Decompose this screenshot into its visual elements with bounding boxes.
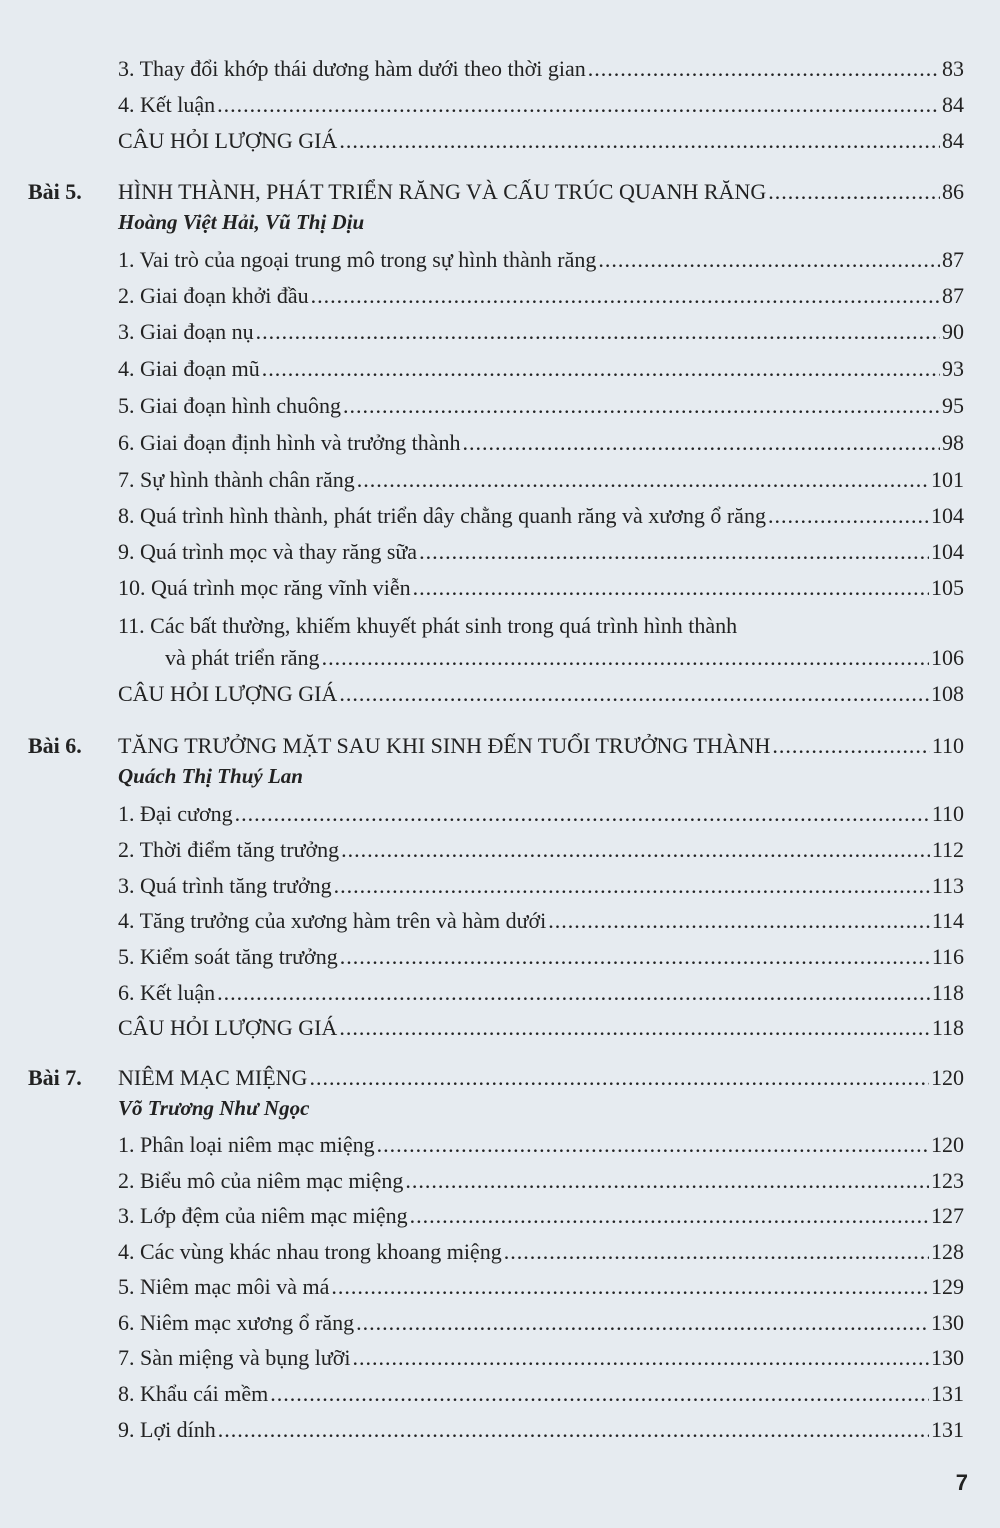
- toc-entry: [118, 836, 964, 864]
- toc-entry-page: 110: [931, 801, 964, 826]
- dot-leader: [405, 1167, 929, 1195]
- toc-entry: [118, 502, 964, 530]
- toc-entry-page: 116: [931, 944, 964, 969]
- toc-entry: [118, 680, 964, 708]
- toc-entry-page: 130: [931, 1310, 964, 1335]
- toc-entry: [118, 1344, 964, 1372]
- toc-entry: [118, 127, 964, 155]
- dot-leader: [419, 538, 929, 566]
- toc-entry: [118, 318, 964, 346]
- toc-entry-page: 112: [931, 837, 964, 862]
- toc-entry-page: 83: [942, 56, 964, 81]
- toc-entry: [165, 644, 964, 672]
- toc-entry: [118, 943, 964, 971]
- toc-entry: [118, 355, 964, 383]
- toc-entry-label: 4. Kết luận: [118, 92, 216, 117]
- toc-entry: [118, 538, 964, 566]
- dot-leader: [262, 355, 940, 383]
- toc-entry-page: 118: [931, 1015, 964, 1040]
- toc-entry-label: 5. Niêm mạc môi và má: [118, 1274, 330, 1299]
- toc-entry: [118, 1273, 964, 1301]
- toc-entry: [118, 979, 964, 1007]
- toc-entry: [118, 466, 964, 494]
- toc-entry-page: 105: [931, 575, 964, 600]
- dot-leader: [270, 1380, 929, 1408]
- dot-leader: [463, 429, 940, 457]
- toc-entry-page: 104: [931, 539, 964, 564]
- toc-entry-label: 1. Phân loại niêm mạc miệng: [118, 1132, 375, 1157]
- toc-entry: [118, 1416, 964, 1444]
- dot-leader: [217, 91, 940, 119]
- dot-leader: [341, 836, 930, 864]
- toc-entry-label: 4. Các vùng khác nhau trong khoang miệng: [118, 1239, 502, 1264]
- dot-leader: [311, 282, 940, 310]
- toc-entry: [118, 1380, 964, 1408]
- toc-entry: [118, 91, 964, 119]
- toc-entry-page: 93: [942, 356, 964, 381]
- toc-entry-label: 4. Giai đoạn mũ: [118, 356, 260, 381]
- toc-entry: [118, 1309, 964, 1337]
- toc-entry: [118, 246, 964, 274]
- dot-leader: [353, 1344, 929, 1372]
- dot-leader: [331, 1273, 929, 1301]
- toc-entry-label: 8. Khẩu cái mềm: [118, 1381, 269, 1406]
- chapter-title: NIÊM MẠC MIỆNG: [118, 1065, 308, 1090]
- dot-leader: [322, 644, 929, 672]
- chapter-page: 120: [931, 1065, 964, 1090]
- dot-leader: [218, 1416, 929, 1444]
- dot-leader: [377, 1131, 929, 1159]
- toc-entry: [118, 1167, 964, 1195]
- dot-leader: [356, 1309, 929, 1337]
- dot-leader: [357, 466, 929, 494]
- toc-entry-label: 6. Giai đoạn định hình và trưởng thành: [118, 430, 461, 455]
- toc-entry-page: 84: [942, 92, 964, 117]
- toc-entry-label: và phát triển răng: [165, 645, 320, 670]
- toc-entry-label: 1. Đại cương: [118, 801, 233, 826]
- toc-entry: [118, 1131, 964, 1159]
- toc-entry-page: 95: [942, 393, 964, 418]
- toc-entry-label: 7. Sự hình thành chân răng: [118, 467, 355, 492]
- toc-entry-label: 4. Tăng trưởng của xương hàm trên và hàm dưới: [118, 908, 547, 933]
- toc-entry-label: 8. Quá trình hình thành, phát triển dây chằng quanh răng và xương ổ răng: [118, 503, 766, 528]
- toc-entry-page: 101: [931, 467, 964, 492]
- page-number: 7: [955, 1470, 968, 1495]
- toc-entry-page: 104: [931, 503, 964, 528]
- dot-leader: [548, 907, 930, 935]
- dot-leader: [588, 55, 940, 83]
- toc-entry-page: 87: [942, 247, 964, 272]
- dot-leader: [768, 502, 929, 530]
- toc-entry: [118, 1238, 964, 1266]
- dot-leader: [309, 1064, 929, 1092]
- toc-entry-page: 120: [931, 1132, 964, 1157]
- toc-entry-page: 127: [931, 1203, 964, 1228]
- toc-entry-label: 1. Vai trò của ngoại trung mô trong sự hình thành răng: [118, 247, 597, 272]
- toc-entry-page: 106: [931, 645, 964, 670]
- toc-entry-label: 3. Quá trình tăng trưởng: [118, 873, 332, 898]
- dot-leader: [410, 1202, 929, 1230]
- toc-entry-label: 10. Quá trình mọc răng vĩnh viễn: [118, 575, 411, 600]
- toc-entry: [118, 1202, 964, 1230]
- toc-entry-label: 3. Giai đoạn nụ: [118, 319, 254, 344]
- chapter-heading: [28, 732, 964, 760]
- dot-leader: [256, 318, 940, 346]
- dot-leader: [504, 1238, 929, 1266]
- toc-entry-label: 5. Kiểm soát tăng trưởng: [118, 944, 338, 969]
- chapter-author: Quách Thị Thuý Lan: [118, 764, 303, 788]
- toc-entry-label: CÂU HỎI LƯỢNG GIÁ: [118, 1015, 338, 1040]
- chapter-author: Hoàng Việt Hải, Vũ Thị Dịu: [118, 210, 365, 234]
- toc-entry-label: 9. Quá trình mọc và thay răng sữa: [118, 539, 418, 564]
- chapter-author: Võ Trương Như Ngọc: [118, 1096, 310, 1120]
- chapter-page: 110: [931, 733, 964, 758]
- toc-entry-label: 11. Các bất thường, khiếm khuyết phát sinh trong quá trình hình thành: [118, 613, 738, 638]
- toc-entry-label: 2. Biểu mô của niêm mạc miệng: [118, 1168, 404, 1193]
- toc-entry-page: 128: [931, 1239, 964, 1264]
- toc-entry: [118, 872, 964, 900]
- dot-leader: [339, 1014, 929, 1042]
- dot-leader: [340, 943, 930, 971]
- toc-entry-page: 90: [942, 319, 964, 344]
- toc-entry-label: 2. Thời điểm tăng trưởng: [118, 837, 340, 862]
- toc-entry-page: 131: [931, 1417, 964, 1442]
- toc-entry-page: 87: [942, 283, 964, 308]
- toc-entry-label: 3. Lớp đệm của niêm mạc miệng: [118, 1203, 408, 1228]
- toc-entry: [118, 800, 964, 828]
- toc-entry-page: 114: [931, 908, 964, 933]
- toc-entry-label: 9. Lợi dính: [118, 1417, 216, 1442]
- toc-entry-label: CÂU HỎI LƯỢNG GIÁ: [118, 128, 338, 153]
- toc-entry: [118, 1014, 964, 1042]
- dot-leader: [598, 246, 940, 274]
- toc-entry: [118, 574, 964, 602]
- toc-entry-page: 129: [931, 1274, 964, 1299]
- dot-leader: [343, 392, 940, 420]
- toc-entry-page: 84: [942, 128, 964, 153]
- chapter-page: 86: [942, 179, 964, 204]
- toc-entry-page: 118: [931, 980, 964, 1005]
- dot-leader: [235, 800, 930, 828]
- toc-entry-page: 108: [931, 681, 964, 706]
- toc-entry: [118, 282, 964, 310]
- toc-entry-label: 2. Giai đoạn khởi đầu: [118, 283, 309, 308]
- toc-entry-label: 7. Sàn miệng và bụng lưỡi: [118, 1345, 351, 1370]
- toc-entry-page: 131: [931, 1381, 964, 1406]
- chapter-number: Bài 6.: [28, 733, 82, 758]
- toc-entry-label: CÂU HỎI LƯỢNG GIÁ: [118, 681, 338, 706]
- toc-entry-label: 5. Giai đoạn hình chuông: [118, 393, 342, 418]
- toc-entry-label: 6. Niêm mạc xương ổ răng: [118, 1310, 355, 1335]
- toc-entry-page: 130: [931, 1345, 964, 1370]
- dot-leader: [413, 574, 929, 602]
- chapter-number: Bài 5.: [28, 179, 82, 204]
- chapter-heading: [28, 1064, 964, 1092]
- dot-leader: [334, 872, 930, 900]
- dot-leader: [772, 732, 929, 760]
- toc-entry: [118, 907, 964, 935]
- toc-entry-label: 6. Kết luận: [118, 980, 216, 1005]
- dot-leader: [339, 680, 929, 708]
- chapter-title: TĂNG TRƯỞNG MẶT SAU KHI SINH ĐẾN TUỔI TRƯỞNG THÀNH: [118, 733, 771, 758]
- toc-entry-page: 98: [942, 430, 964, 455]
- toc-entry: [118, 392, 964, 420]
- dot-leader: [768, 178, 940, 206]
- toc-entry-label: 3. Thay đổi khớp thái dương hàm dưới theo thời gian: [118, 56, 586, 81]
- dot-leader: [217, 979, 930, 1007]
- toc-entry: [118, 55, 964, 83]
- toc-entry-page: 113: [931, 873, 964, 898]
- chapter-number: Bài 7.: [28, 1065, 82, 1090]
- chapter-title: HÌNH THÀNH, PHÁT TRIỂN RĂNG VÀ CẤU TRÚC QUANH RĂNG: [118, 179, 767, 204]
- toc-entry-page: 123: [931, 1168, 964, 1193]
- chapter-heading: [28, 178, 964, 206]
- toc-entry: [118, 429, 964, 457]
- dot-leader: [339, 127, 940, 155]
